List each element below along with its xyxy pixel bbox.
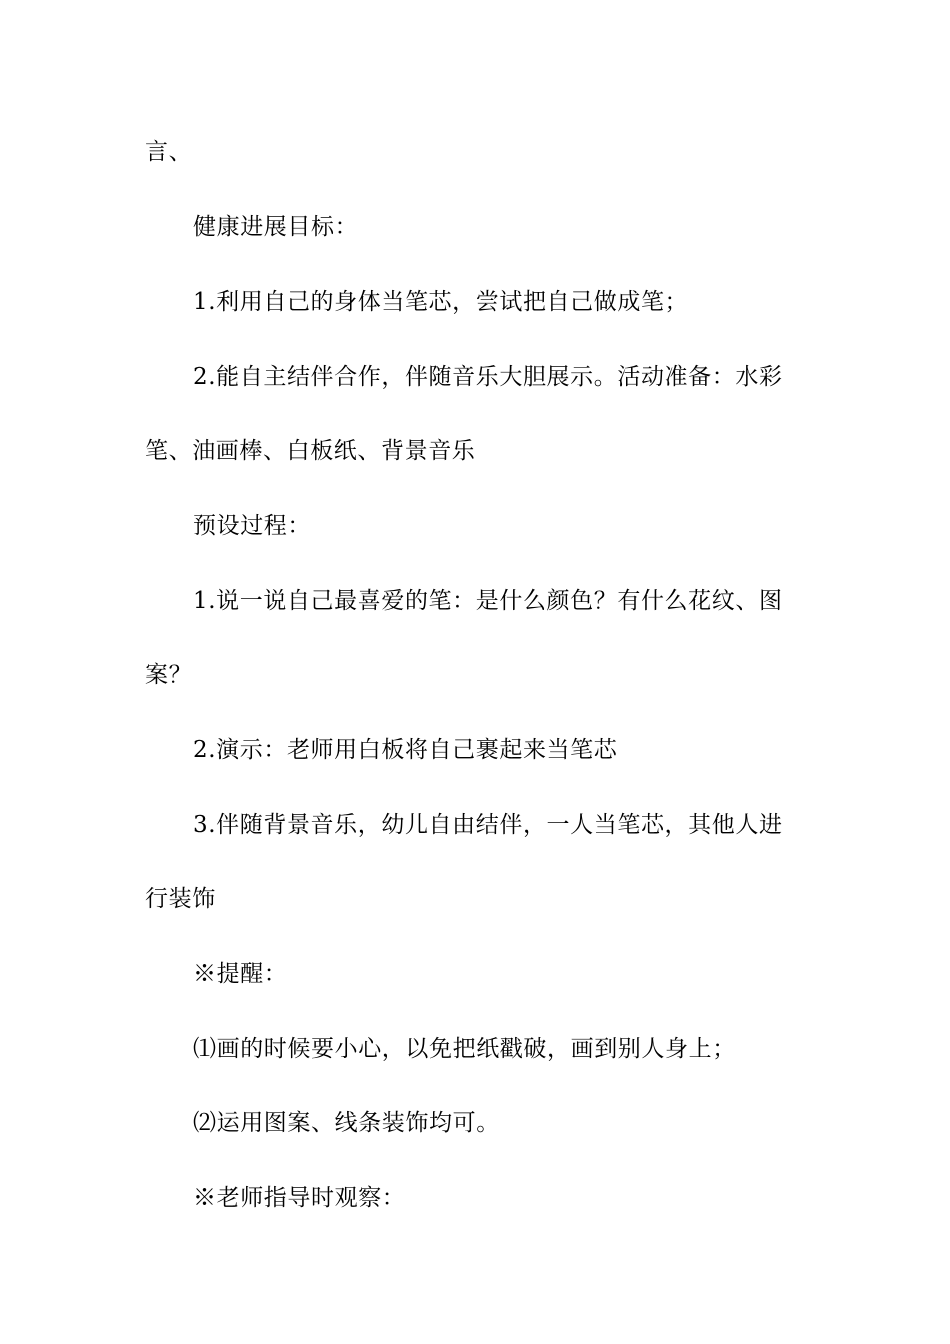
text-line-step-3: 3.伴随背景音乐，幼儿自由结伴，一人当笔芯，其他人进 — [193, 812, 783, 838]
text-line-goal-1: 1.利用自己的身体当笔芯，尝试把自己做成笔； — [193, 289, 689, 315]
text-line-goal-2: 2.能自主结伴合作，伴随音乐大胆展示。活动准备：水彩 — [193, 364, 783, 390]
text-line-heading-health-goals: 健康进展目标： — [193, 214, 359, 240]
text-line-step-1: 1.说一说自己最喜爱的笔：是什么颜色？有什么花纹、图 — [193, 588, 783, 614]
text-line-step-2: 2.演示：老师用白板将自己裹起来当笔芯 — [193, 737, 618, 763]
text-line-step-3-continued: 行装饰 — [145, 886, 216, 912]
text-line-materials: 笔、油画棒、白板纸、背景音乐 — [145, 438, 476, 464]
text-line-step-1-continued: 案？ — [145, 662, 193, 688]
text-line-reminder-1: ⑴画的时候要小心，以免把纸戳破，画到别人身上； — [193, 1036, 736, 1062]
text-line-teacher-observation: ※老师指导时观察： — [193, 1185, 406, 1211]
text-line-reminder-2: ⑵运用图案、线条装饰均可。 — [193, 1110, 500, 1136]
text-line-reminder-heading: ※提醒： — [193, 961, 288, 987]
text-line-heading-process: 预设过程： — [193, 513, 311, 539]
text-line-continuation: 言、 — [145, 139, 193, 165]
